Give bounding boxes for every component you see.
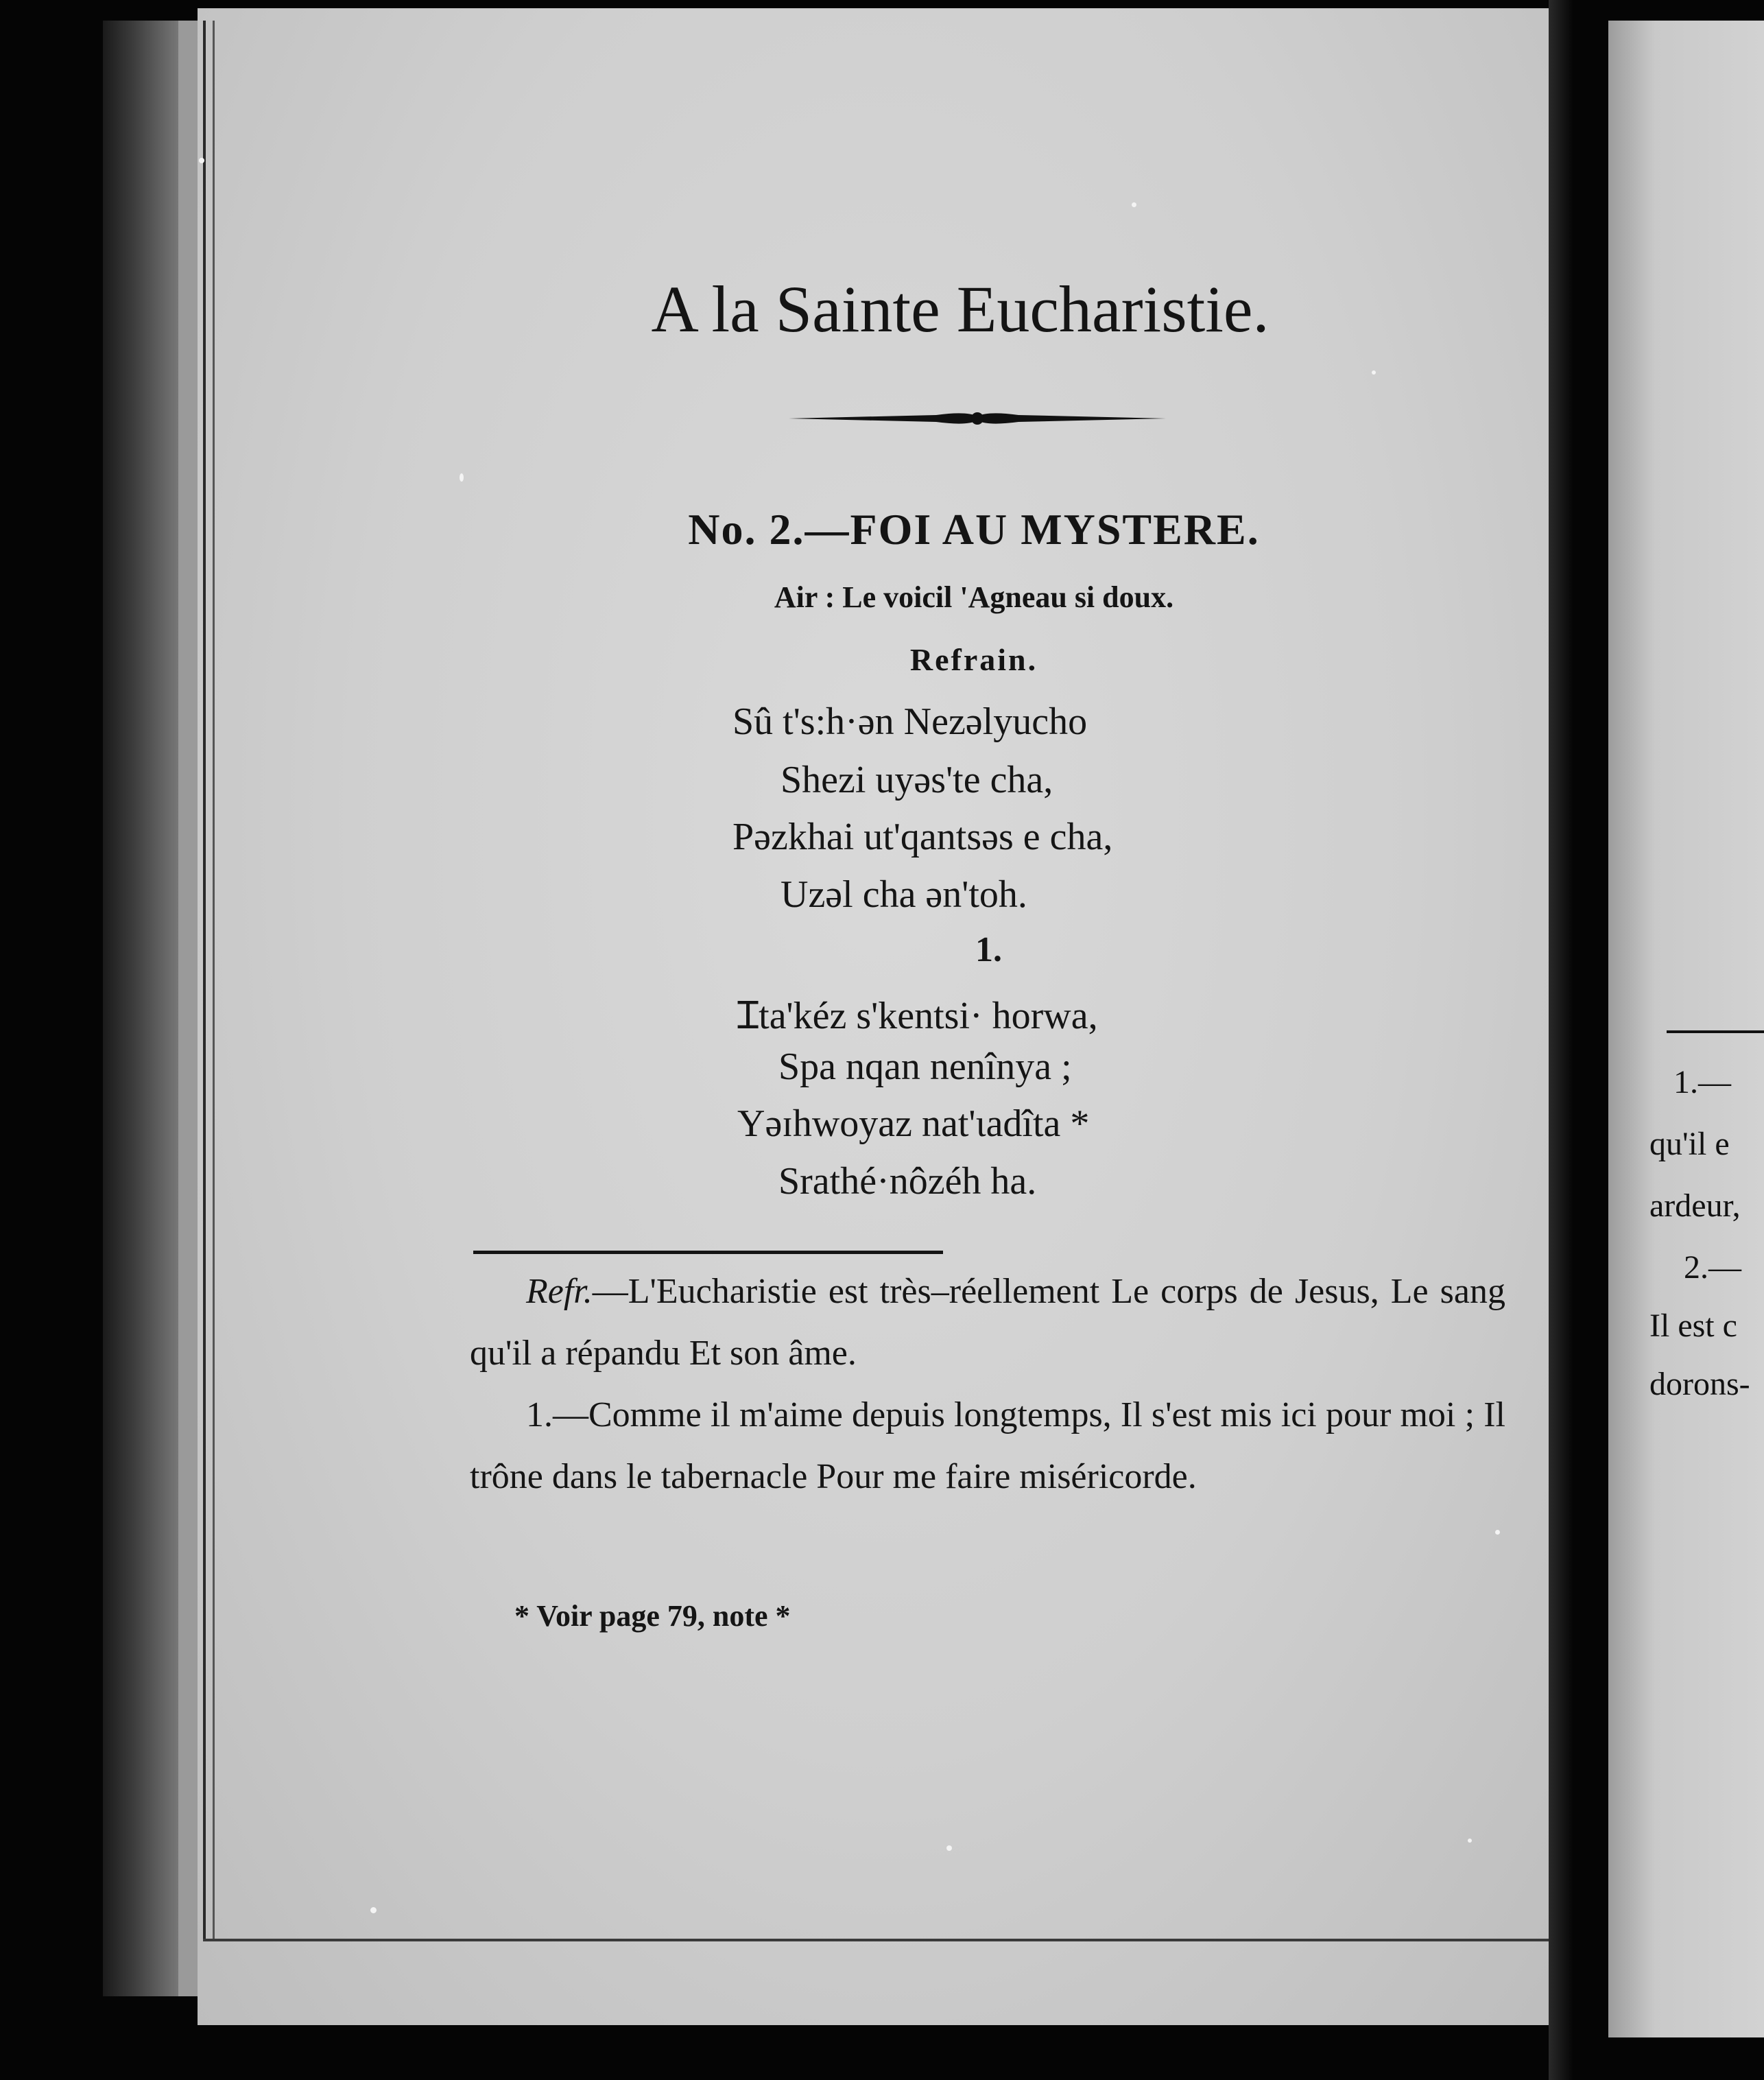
next-page-fragment: 1.— bbox=[1673, 1064, 1731, 1100]
scan-speck bbox=[370, 1907, 377, 1913]
verse-line: Yəɪhwoyaz nat'ɩadîta * bbox=[737, 1102, 1090, 1145]
song-heading: No. 2.—FOI AU MYSTERE. bbox=[688, 505, 1260, 554]
book-gutter bbox=[1549, 0, 1610, 2080]
verse-line: Ɪta'kéz s'kentsi· horwa, bbox=[737, 995, 1098, 1037]
translation-refrain bbox=[470, 1261, 1505, 1384]
scan-speck bbox=[460, 473, 464, 482]
scan-speck bbox=[1495, 1530, 1500, 1535]
verse-line: Spa nqan nenînya ; bbox=[778, 1045, 1072, 1088]
scan-speck bbox=[1372, 370, 1376, 375]
next-page-fragment: Il est c bbox=[1649, 1308, 1737, 1344]
title-ornament bbox=[789, 408, 1166, 429]
next-page-fragment: 2.— bbox=[1684, 1249, 1741, 1286]
next-page-fragment: qu'il e bbox=[1649, 1126, 1730, 1162]
french-translation bbox=[470, 1261, 1505, 1508]
page-frame-line bbox=[203, 21, 215, 1941]
scan-speck bbox=[946, 1845, 952, 1851]
refrain-line: Uzəl cha ən'toh. bbox=[780, 873, 1027, 916]
scan-speck bbox=[199, 158, 204, 163]
refrain-label: Refr. bbox=[526, 1272, 593, 1311]
refrain-line: Shezi uyəs'te cha, bbox=[780, 759, 1053, 801]
page-title: A la Sainte Eucharistie. bbox=[651, 272, 1270, 346]
next-page-rule bbox=[1667, 1030, 1764, 1033]
section-divider bbox=[473, 1251, 943, 1254]
page-bottom-edge bbox=[203, 1939, 1554, 1941]
song-air: Air : Le voicil 'Agneau si doux. bbox=[774, 580, 1174, 614]
refrain-line: Sû t's:h·ən Nezəlyucho bbox=[732, 700, 1088, 743]
scan-speck bbox=[1468, 1839, 1472, 1843]
refrain-line: Pəzkhai ut'qantsəs e cha, bbox=[732, 816, 1113, 858]
verse-number: 1. bbox=[975, 930, 1002, 969]
footnote: * Voir page 79, note * bbox=[514, 1599, 791, 1633]
refrain-heading: Refrain. bbox=[909, 642, 1038, 677]
next-page-fragment: ardeur, bbox=[1649, 1187, 1741, 1224]
next-page-fragment: dorons- bbox=[1649, 1366, 1750, 1402]
binding-edge bbox=[178, 21, 198, 1996]
refrain-translation-text: —L'Eucharistie est très–réellement Le corps de Jesus, Le sang qu'il a répandu Et son âme. bbox=[470, 1272, 1505, 1373]
next-page-sliver bbox=[1608, 21, 1764, 2037]
book-binding bbox=[103, 21, 178, 1996]
translation-verse: 1.—Comme il m'aime depuis longtemps, Il s'est mis ici pour moi ; Il trône dans le tabernacle Pour me faire miséricorde. bbox=[470, 1395, 1505, 1496]
scan-speck bbox=[1132, 202, 1136, 207]
verse-line: Srathé·nôzéh ha. bbox=[778, 1160, 1037, 1203]
